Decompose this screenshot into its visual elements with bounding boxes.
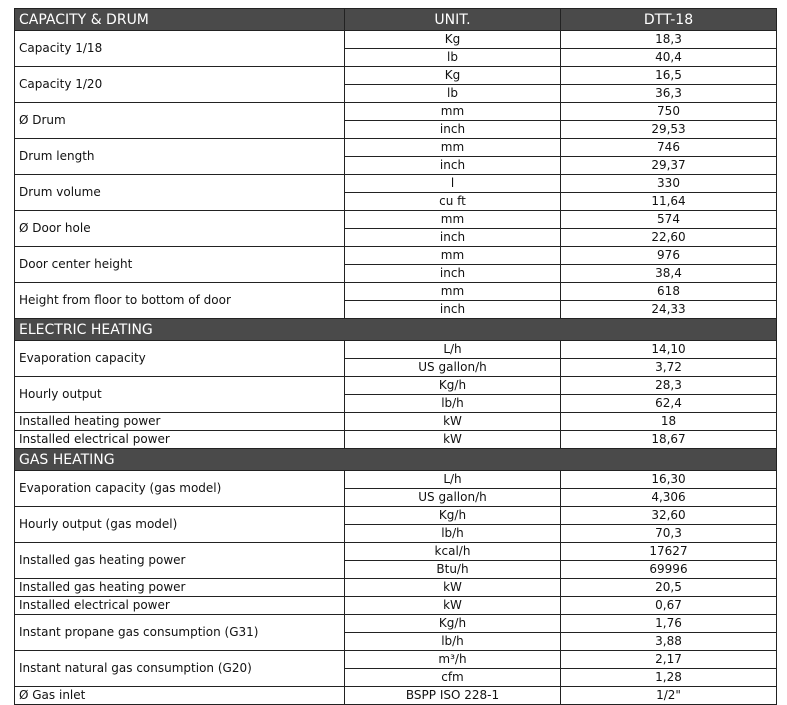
value-cell: 0,67 [561, 597, 777, 615]
table-row [15, 543, 777, 561]
unit-cell: US gallon/h [345, 489, 561, 507]
unit-cell: l [345, 175, 561, 193]
unit-cell: kW [345, 579, 561, 597]
param-label: Height from floor to bottom of door [15, 283, 345, 319]
header-row [15, 9, 777, 31]
unit-cell: mm [345, 283, 561, 301]
unit-cell: US gallon/h [345, 359, 561, 377]
unit-cell: L/h [345, 471, 561, 489]
table-row [15, 597, 777, 615]
param-label: Evaporation capacity [15, 341, 345, 377]
value-cell: 976 [561, 247, 777, 265]
table-row [15, 651, 777, 669]
param-label: Installed gas heating power [15, 579, 345, 597]
section-header-row [15, 449, 777, 471]
unit-cell: kcal/h [345, 543, 561, 561]
param-label: Drum volume [15, 175, 345, 211]
param-label: Ø Door hole [15, 211, 345, 247]
value-cell: 16,5 [561, 67, 777, 85]
value-cell: 18 [561, 413, 777, 431]
section-header-row [15, 319, 777, 341]
value-cell: 618 [561, 283, 777, 301]
table-row [15, 139, 777, 157]
value-cell: 4,306 [561, 489, 777, 507]
unit-cell: Kg [345, 31, 561, 49]
value-cell: 11,64 [561, 193, 777, 211]
value-cell: 40,4 [561, 49, 777, 67]
table-row [15, 31, 777, 49]
table-row [15, 471, 777, 489]
table-row [15, 507, 777, 525]
value-cell: 16,30 [561, 471, 777, 489]
unit-cell: mm [345, 211, 561, 229]
unit-cell: Kg/h [345, 377, 561, 395]
table-row [15, 579, 777, 597]
value-cell: 574 [561, 211, 777, 229]
table-row [15, 211, 777, 229]
param-label: Hourly output (gas model) [15, 507, 345, 543]
value-cell: 330 [561, 175, 777, 193]
unit-cell: inch [345, 121, 561, 139]
unit-cell: lb [345, 85, 561, 103]
table-row [15, 341, 777, 359]
table-row [15, 175, 777, 193]
value-cell: 746 [561, 139, 777, 157]
unit-cell: BSPP ISO 228-1 [345, 687, 561, 705]
param-label: Door center height [15, 247, 345, 283]
value-cell: 2,17 [561, 651, 777, 669]
unit-cell: L/h [345, 341, 561, 359]
unit-cell: Btu/h [345, 561, 561, 579]
unit-cell: lb [345, 49, 561, 67]
value-cell: 70,3 [561, 525, 777, 543]
table-row [15, 687, 777, 705]
table-row [15, 413, 777, 431]
value-cell: 36,3 [561, 85, 777, 103]
unit-cell: kW [345, 597, 561, 615]
param-label: Capacity 1/18 [15, 31, 345, 67]
value-cell: 24,33 [561, 301, 777, 319]
value-cell: 20,5 [561, 579, 777, 597]
table-row [15, 431, 777, 449]
param-label: Hourly output [15, 377, 345, 413]
value-cell: 18,67 [561, 431, 777, 449]
value-cell: 1,76 [561, 615, 777, 633]
table-row [15, 283, 777, 301]
param-label: Instant natural gas consumption (G20) [15, 651, 345, 687]
header-model: DTT-18 [561, 9, 777, 31]
unit-cell: mm [345, 247, 561, 265]
value-cell: 28,3 [561, 377, 777, 395]
unit-cell: cfm [345, 669, 561, 687]
unit-cell: cu ft [345, 193, 561, 211]
unit-cell: lb/h [345, 395, 561, 413]
value-cell: 29,53 [561, 121, 777, 139]
section-title: GAS HEATING [15, 449, 777, 471]
param-label: Ø Gas inlet [15, 687, 345, 705]
value-cell: 62,4 [561, 395, 777, 413]
value-cell: 38,4 [561, 265, 777, 283]
value-cell: 14,10 [561, 341, 777, 359]
value-cell: 3,88 [561, 633, 777, 651]
table-row [15, 67, 777, 85]
table-row [15, 103, 777, 121]
header-title: CAPACITY & DRUM [15, 9, 345, 31]
param-label: Drum length [15, 139, 345, 175]
value-cell: 750 [561, 103, 777, 121]
value-cell: 18,3 [561, 31, 777, 49]
param-label: Installed electrical power [15, 431, 345, 449]
unit-cell: inch [345, 229, 561, 247]
unit-cell: lb/h [345, 525, 561, 543]
unit-cell: kW [345, 431, 561, 449]
unit-cell: kW [345, 413, 561, 431]
value-cell: 1/2" [561, 687, 777, 705]
unit-cell: inch [345, 157, 561, 175]
value-cell: 22,60 [561, 229, 777, 247]
value-cell: 29,37 [561, 157, 777, 175]
spec-table [14, 8, 777, 705]
param-label: Installed gas heating power [15, 543, 345, 579]
value-cell: 32,60 [561, 507, 777, 525]
param-label: Installed electrical power [15, 597, 345, 615]
unit-cell: inch [345, 301, 561, 319]
param-label: Ø Drum [15, 103, 345, 139]
unit-cell: inch [345, 265, 561, 283]
unit-cell: m³/h [345, 651, 561, 669]
section-title: ELECTRIC HEATING [15, 319, 777, 341]
value-cell: 1,28 [561, 669, 777, 687]
value-cell: 3,72 [561, 359, 777, 377]
table-row [15, 247, 777, 265]
unit-cell: mm [345, 139, 561, 157]
param-label: Installed heating power [15, 413, 345, 431]
unit-cell: mm [345, 103, 561, 121]
unit-cell: Kg/h [345, 507, 561, 525]
header-unit: UNIT. [345, 9, 561, 31]
param-label: Capacity 1/20 [15, 67, 345, 103]
value-cell: 69996 [561, 561, 777, 579]
table-row [15, 615, 777, 633]
unit-cell: Kg/h [345, 615, 561, 633]
param-label: Instant propane gas consumption (G31) [15, 615, 345, 651]
table-row [15, 377, 777, 395]
param-label: Evaporation capacity (gas model) [15, 471, 345, 507]
unit-cell: Kg [345, 67, 561, 85]
unit-cell: lb/h [345, 633, 561, 651]
value-cell: 17627 [561, 543, 777, 561]
